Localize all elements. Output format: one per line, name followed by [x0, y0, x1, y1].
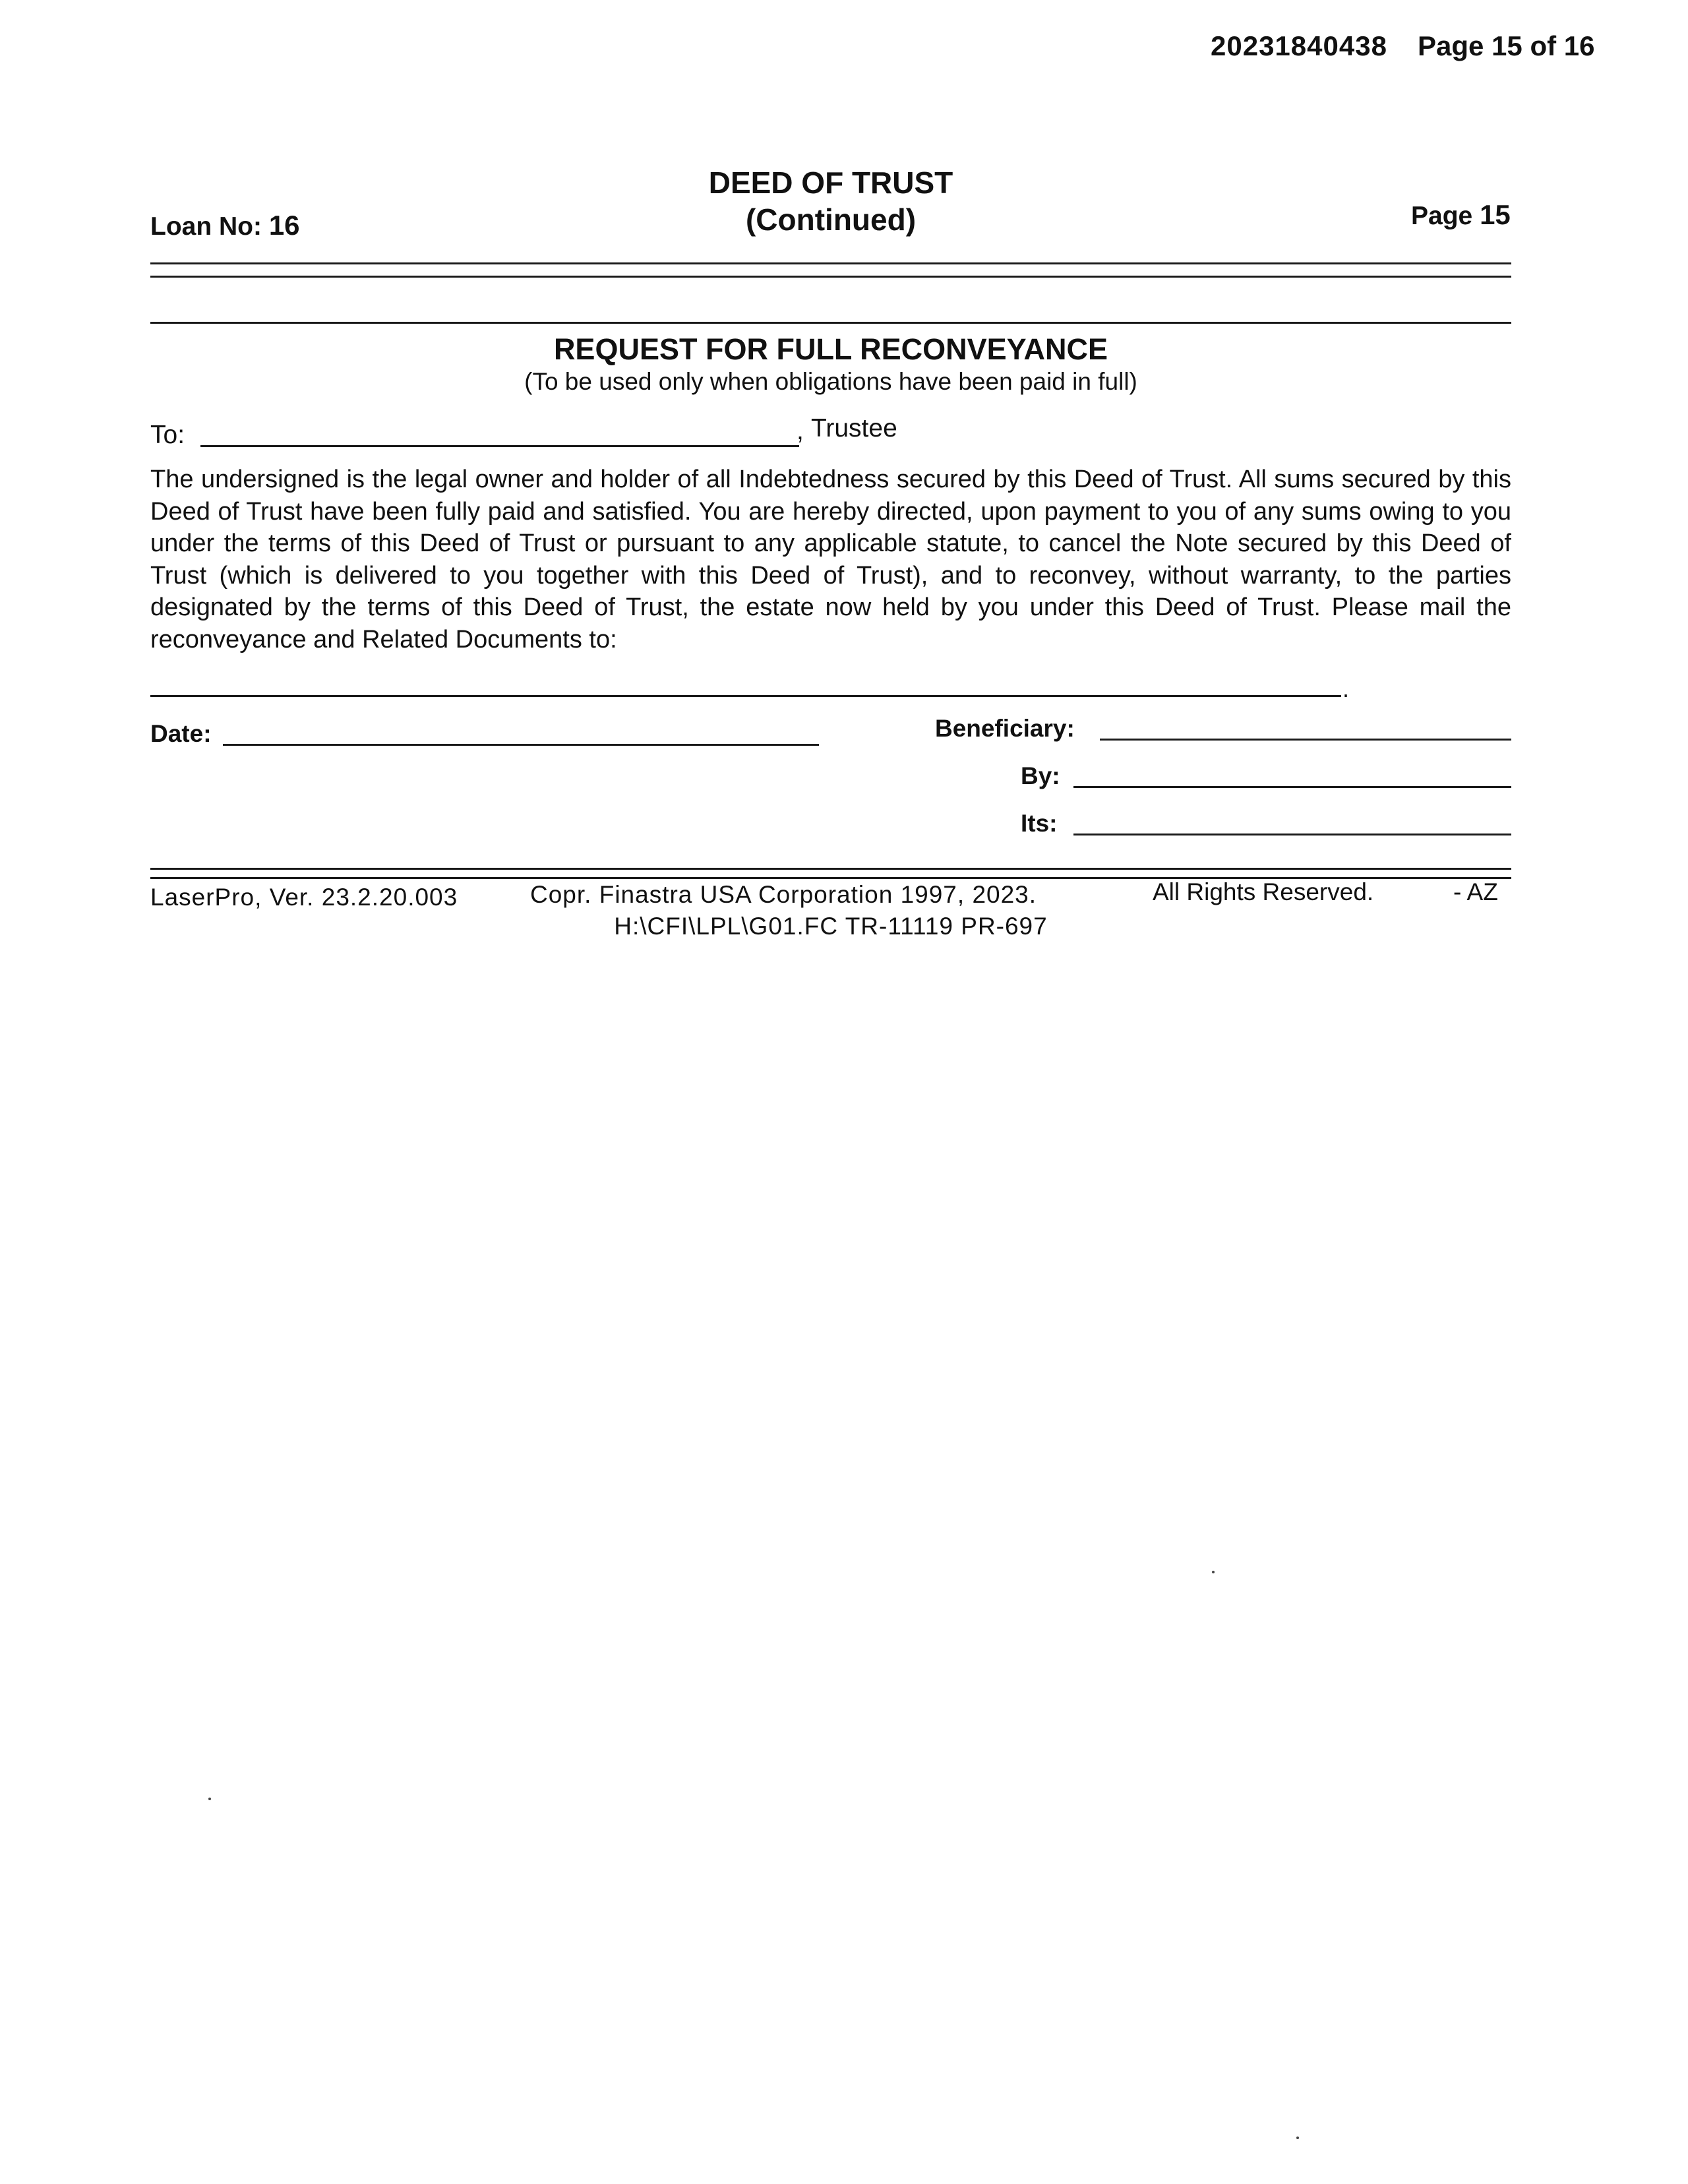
header-rule-middle	[150, 276, 1511, 278]
trustee-name-line[interactable]	[200, 445, 799, 447]
footer-software-version: LaserPro, Ver. 23.2.20.003	[150, 884, 458, 911]
its-label: Its:	[1021, 810, 1058, 837]
loan-number-field	[150, 210, 300, 241]
its-line[interactable]	[1073, 834, 1511, 835]
scan-speck	[1212, 1571, 1215, 1573]
footer-form-code: H:\CFI\LPL\G01.FC TR-11119 PR-697	[614, 913, 1048, 940]
page-number-field	[1411, 199, 1511, 231]
recording-page-label: Page 15 of 16	[1418, 30, 1595, 61]
document-title: DEED OF TRUST	[708, 166, 953, 200]
loan-number: 16	[268, 210, 300, 241]
section-subtitle: (To be used only when obligations have been paid in full)	[524, 368, 1137, 395]
mailing-address-period: .	[1342, 675, 1350, 702]
to-label: To:	[150, 421, 185, 449]
loan-label: Loan No:	[150, 212, 262, 241]
beneficiary-line[interactable]	[1100, 739, 1511, 741]
footer-rights: All Rights Reserved.	[1153, 878, 1374, 905]
trustee-comma: ,	[797, 417, 804, 445]
footer-copyright: Copr. Finastra USA Corporation 1997, 2023.	[530, 881, 1037, 908]
trustee-label: Trustee	[811, 414, 897, 442]
beneficiary-label: Beneficiary:	[935, 715, 1075, 742]
date-line[interactable]	[223, 744, 819, 746]
section-title: REQUEST FOR FULL RECONVEYANCE	[553, 332, 1108, 366]
by-label: By:	[1021, 762, 1060, 789]
scan-speck	[208, 1798, 211, 1800]
header-rule-bottom	[150, 322, 1511, 324]
header-rule-top	[150, 262, 1511, 264]
recording-number: 20231840438	[1211, 30, 1387, 61]
footer-rule-top	[150, 868, 1511, 870]
page-number: 15	[1480, 199, 1511, 230]
page-label: Page	[1411, 202, 1473, 230]
footer-state-code: - AZ	[1453, 878, 1498, 905]
reconveyance-body: The undersigned is the legal owner and holder of all Indebtedness secured by this Deed of Trust. All sums secured by this Deed of Trust have been fully paid and satisfied. You are hereby directed, upon payment to you of any sums owing to you under the terms of this Deed of Trust or pursuant to any applicable statute, to cancel the Note secured by this Deed of Trust (which is delivered to you together with this Deed of Trust), and to reconvey, without warranty, to the parties designated by the terms of this Deed of Trust, the estate now held by you under this Deed of Trust. Please mail the reconveyance and Related Documents to:	[150, 466, 1511, 653]
by-line[interactable]	[1073, 786, 1511, 788]
scan-speck	[1296, 2137, 1299, 2139]
mailing-address-line[interactable]	[150, 695, 1341, 697]
document-subtitle: (Continued)	[745, 202, 917, 237]
date-label: Date:	[150, 720, 212, 747]
